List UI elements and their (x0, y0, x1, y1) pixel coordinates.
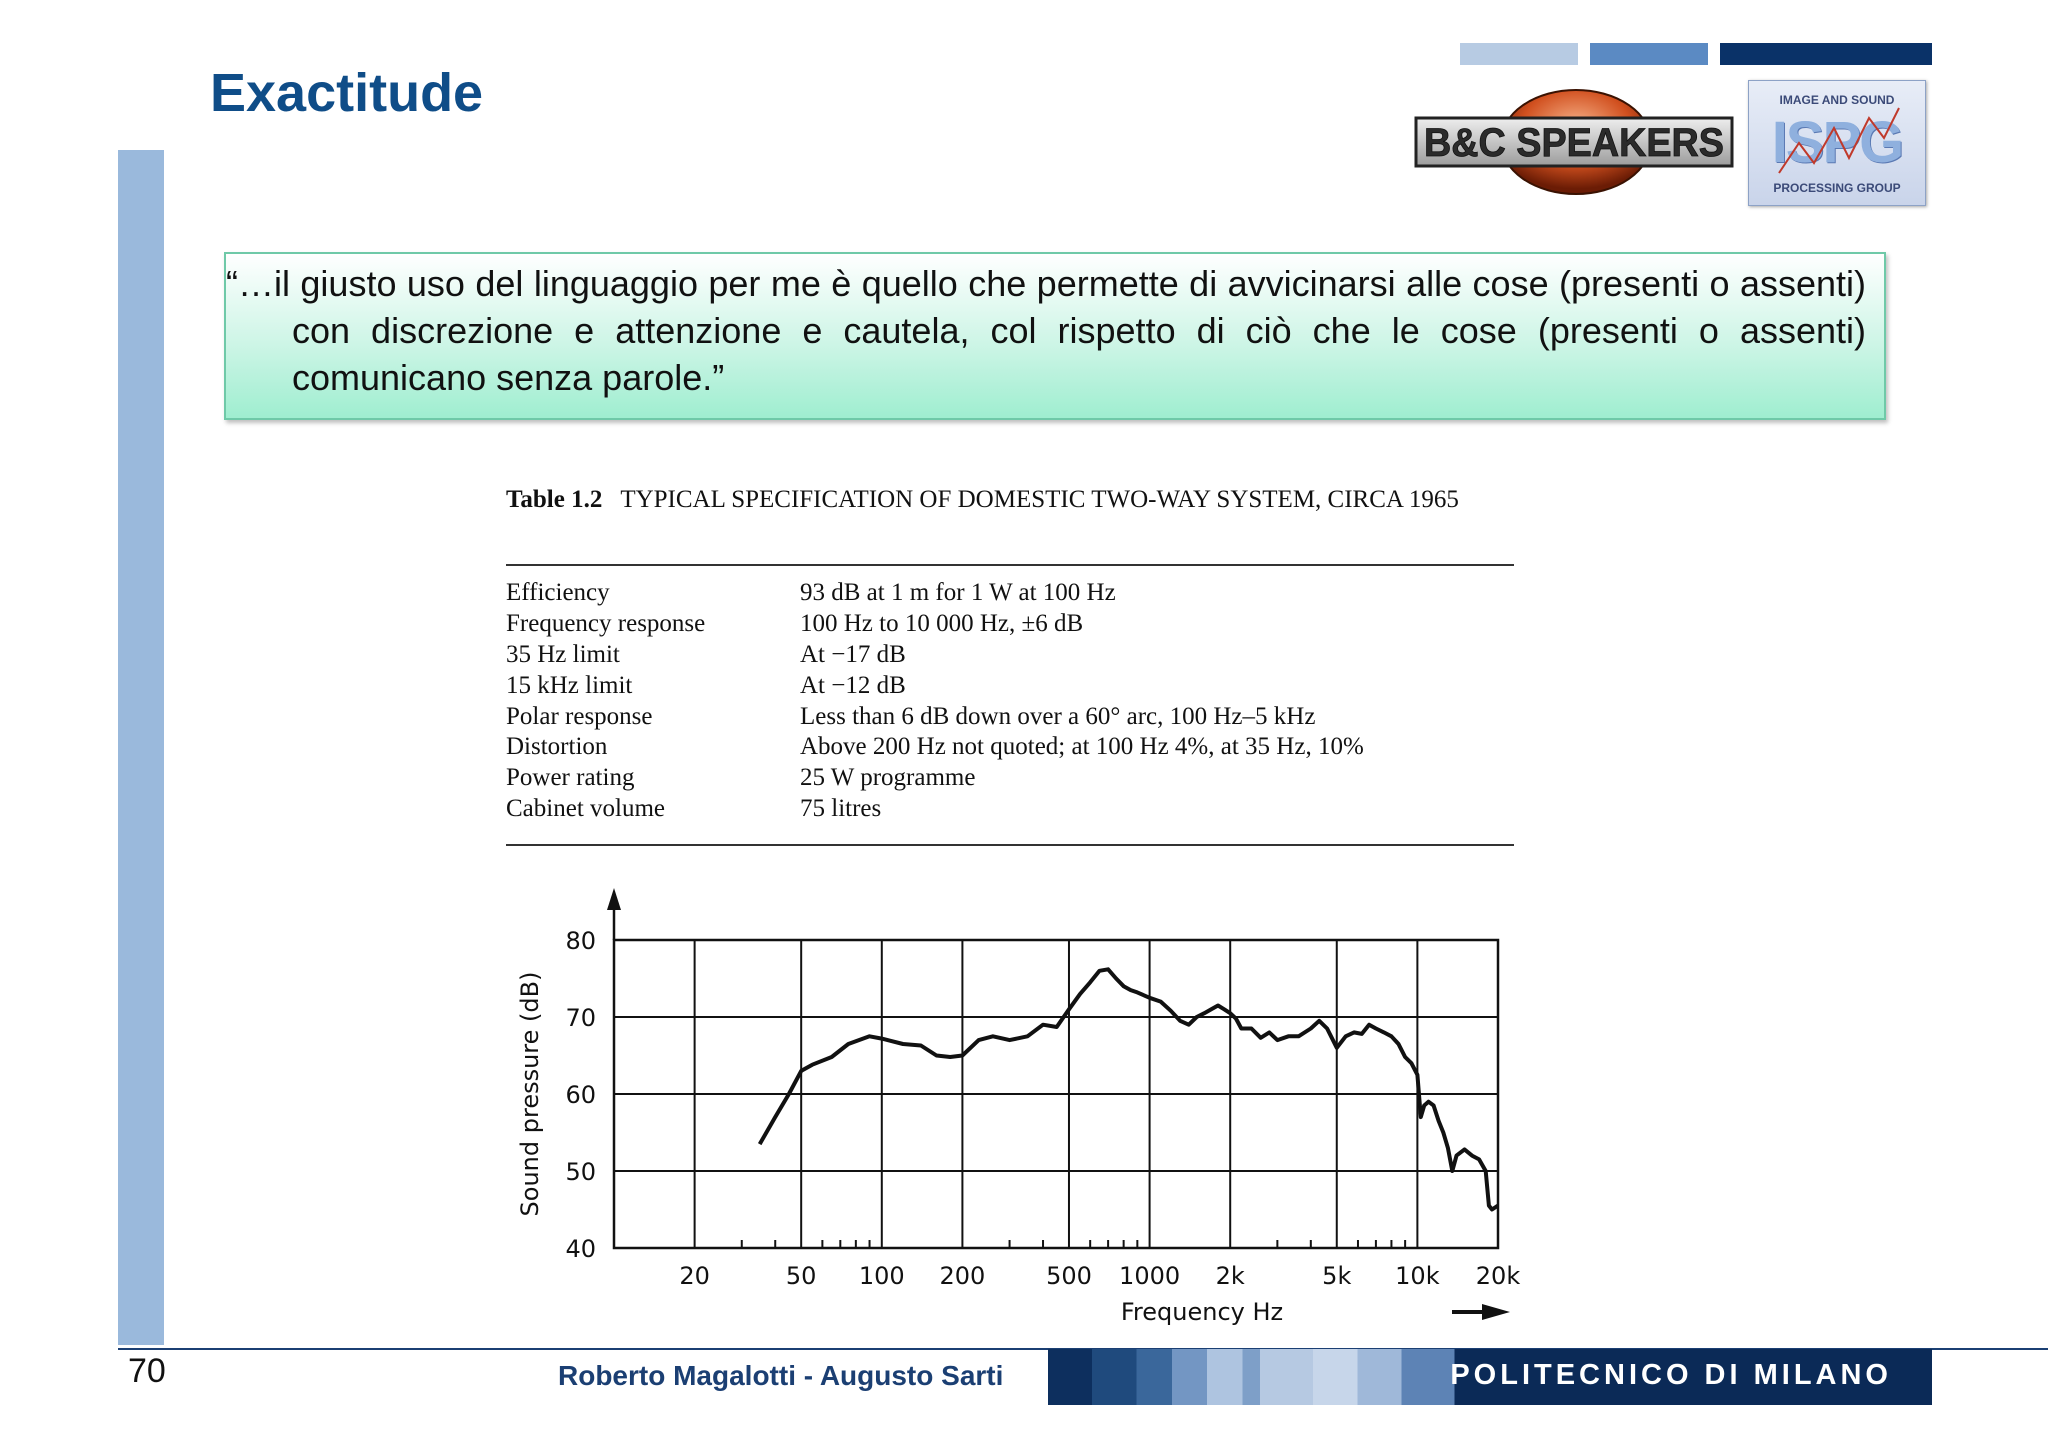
table-top-rule (506, 564, 1514, 566)
y-tick-label: 70 (565, 1004, 596, 1032)
y-tick-label: 80 (565, 927, 596, 955)
response-curve (760, 969, 1498, 1209)
x-tick-label: 50 (785, 1262, 817, 1290)
header-deco-bar-light (1460, 43, 1578, 65)
table-row (506, 763, 1364, 794)
footer-authors: Roberto Magalotti - Augusto Sarti (558, 1360, 1004, 1391)
spec-value: 100 Hz to 10 000 Hz, ±6 dB (800, 610, 1084, 638)
spec-key: Cabinet volume (506, 794, 665, 822)
footer-institution: POLITECNICO DI MILANO (1450, 1359, 1892, 1391)
y-tick-label: 40 (565, 1235, 596, 1263)
spec-table (506, 578, 1364, 824)
table-caption-title: TYPICAL SPECIFICATION OF DOMESTIC TWO-WAY SYSTEM, CIRCA 1965 (620, 486, 1459, 513)
table-row (506, 732, 1364, 763)
spec-key: 15 kHz limit (506, 671, 633, 699)
x-tick-label: 5k (1322, 1262, 1352, 1290)
ispg-logo-bottom-text: PROCESSING GROUP (1773, 181, 1901, 195)
x-tick-label: 100 (858, 1262, 905, 1290)
y-tick-label: 50 (565, 1158, 596, 1186)
spec-value: Less than 6 dB down over a 60° arc, 100 Hz–5 kHz (800, 702, 1316, 730)
spec-value: 75 litres (800, 794, 882, 822)
x-tick-label: 500 (1046, 1262, 1092, 1290)
x-axis-label-arrowhead (1482, 1304, 1510, 1320)
ispg-logo-top-text: IMAGE AND SOUND (1779, 93, 1895, 107)
x-tick-label: 200 (939, 1262, 986, 1290)
table-row (506, 609, 1364, 640)
x-tick-label: 10k (1395, 1262, 1440, 1290)
table-row (506, 701, 1364, 732)
ispg-logo-main-text: ISPG (1771, 110, 1903, 175)
spec-value: At −17 dB (800, 640, 906, 668)
x-tick-label: 20 (679, 1262, 710, 1290)
spec-key: Efficiency (506, 579, 610, 607)
bc-speakers-logo-text: B&C SPEAKERS (1424, 121, 1724, 165)
quote-text: “…il giusto uso del linguaggio per me è quello che permette di avvicinarsi alle cose (presenti o assenti) con discrezione e attenzione e cautela, col rispetto di ciò che le cose (presenti o assenti) comunicano senza parole.” (226, 263, 1866, 398)
table-caption (506, 484, 1520, 516)
table-row (506, 670, 1364, 701)
table-row (506, 794, 1364, 825)
spec-key: Frequency response (506, 610, 706, 638)
slide-title: Exactitude (210, 63, 484, 123)
spec-value: At −12 dB (800, 671, 906, 699)
spec-value: Above 200 Hz not quoted; at 100 Hz 4%, at 35 Hz, 10% (800, 733, 1364, 761)
table-row (506, 640, 1364, 671)
y-tick-label: 60 (565, 1081, 596, 1109)
table-row (506, 578, 1364, 609)
page-number: 70 (128, 1352, 166, 1390)
x-tick-label: 2k (1215, 1262, 1245, 1290)
x-axis-label: Frequency Hz (1120, 1298, 1284, 1326)
bc-speakers-logo (1414, 88, 1734, 200)
ispg-logo (1748, 80, 1926, 206)
header-deco-bar-dark (1720, 43, 1932, 65)
spec-value: 25 W programme (800, 764, 976, 792)
spec-key: Distortion (506, 733, 608, 761)
spec-value: 93 dB at 1 m for 1 W at 100 Hz (800, 579, 1116, 607)
table-bottom-rule (506, 844, 1514, 846)
y-axis-label: Sound pressure (dB) (516, 971, 544, 1217)
table-caption-number: Table 1.2 (506, 486, 603, 513)
spec-key: Power rating (506, 764, 635, 792)
spec-key: Polar response (506, 702, 653, 730)
quote-box (224, 252, 1886, 420)
spec-table-figure (506, 484, 1520, 822)
left-accent-strip (118, 150, 164, 1345)
x-tick-label: 1000 (1119, 1262, 1181, 1290)
spec-key: 35 Hz limit (506, 640, 620, 668)
frequency-response-chart (508, 880, 1548, 1330)
ispg-waveform-icon (1769, 103, 1909, 183)
y-axis-arrowhead (607, 888, 621, 910)
x-tick-label: 20k (1475, 1262, 1521, 1290)
header-deco-bar-mid (1590, 43, 1708, 65)
